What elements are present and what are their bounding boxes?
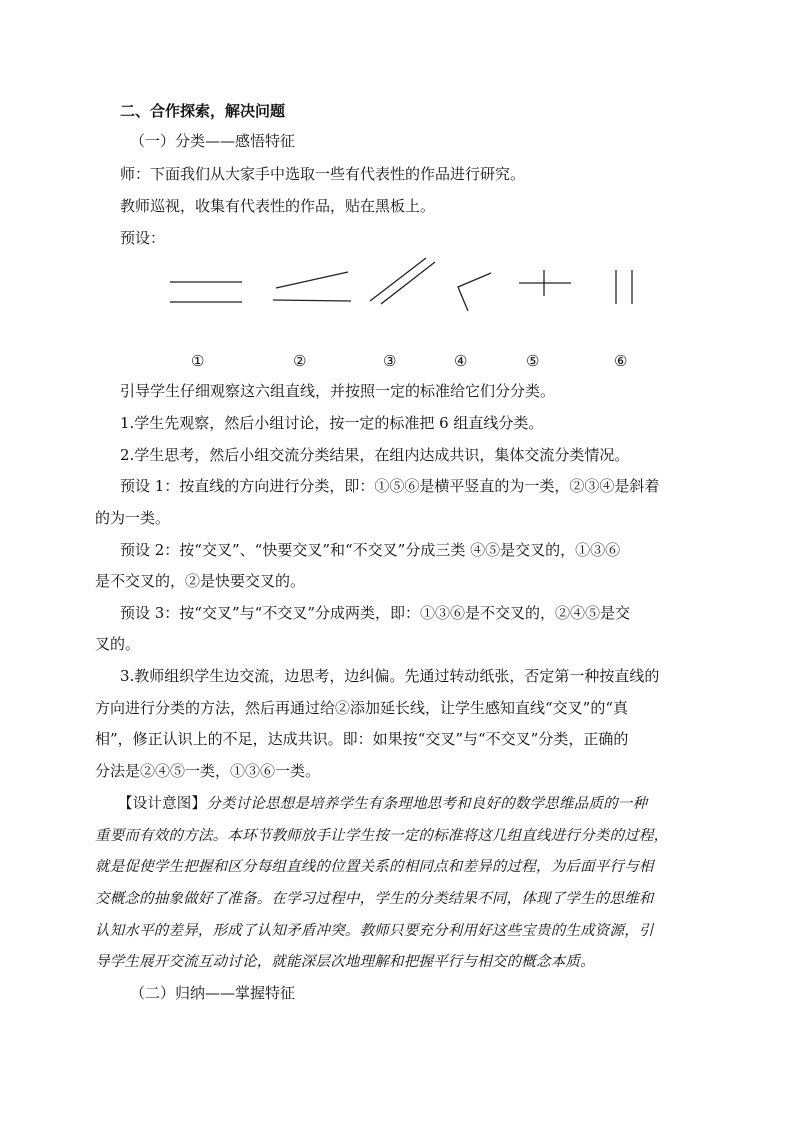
figure-label-1: ① (191, 352, 205, 370)
paragraph-10-line-1: 3.教师组织学生边交流，边思考，边纠偏。先通过转动纸张，否定第一种按直线的 (120, 667, 660, 685)
figure-label-4: ④ (454, 352, 468, 370)
preset-1-line-1: 预设 1：按直线的方向进行分类，即：①⑤⑥是横平竖直的为一类，②③④是斜着 (120, 477, 660, 495)
paragraph-10-line-4: 分法是②④⑤一类，①③⑥一类。 (95, 762, 321, 780)
figure-label-5: ⑤ (526, 352, 540, 370)
design-intent-line-4: 交概念的抽象做好了准备。在学习过程中，学生的分类结果不同，体现了学生的思维和 (95, 891, 654, 907)
paragraph-6: 2.学生思考，然后小组交流分类结果，在组内达成共识，集体交流分类情况。 (120, 446, 630, 464)
paragraph-1: 师：下面我们从大家手中选取一些有代表性的作品进行研究。 (120, 165, 526, 183)
line-groups-figure (160, 255, 650, 315)
design-intent-line-3: 就是促使学生把握和区分每组直线的位置关系的相同点和差异的过程，为后面平行与相 (95, 859, 654, 875)
section-heading: 二、合作探索，解决问题 (120, 102, 286, 120)
design-intent-line-2: 重要而有效的方法。本环节教师放手让学生按一定的标准将这几组直线进行分类的过程， (95, 828, 669, 844)
preset-2-line-2: 是不交叉的，②是快要交叉的。 (95, 572, 306, 590)
figure-label-2: ② (293, 352, 307, 370)
figure-5-crossing (519, 270, 571, 296)
figure-4-intersecting-angle (458, 273, 491, 311)
paragraph-3: 预设： (120, 229, 166, 247)
preset-1-line-2: 的为一类。 (95, 509, 171, 527)
design-intent-text-1: 分类讨论思想是培养学生有条理地思考和良好的数学思维品质的一种 (206, 796, 648, 812)
paragraph-5: 1.学生先观察，然后小组讨论，按一定的标准把 6 组直线分类。 (120, 414, 544, 432)
design-intent-line-6: 导学生展开交流互动讨论，就能深层次地理解和把握平行与相交的概念本质。 (95, 954, 595, 970)
figure-1-parallel-horizontal (170, 282, 242, 302)
figure-2-nearly-intersecting (273, 272, 351, 301)
subsection-title-2: （二）归纳——掌握特征 (130, 984, 296, 1002)
figure-label-3: ③ (383, 352, 397, 370)
figure-6-parallel-vertical (616, 270, 632, 304)
paragraph-4: 引导学生仔细观察这六组直线，并按照一定的标准给它们分分类。 (120, 382, 556, 400)
subsection-title-1: （一）分类——感悟特征 (130, 132, 296, 150)
paragraph-10-line-2: 方向进行分类的方法，然后再通过给②添加延长线，让学生感知直线“交叉”的“真 (95, 699, 629, 717)
design-intent-line-1 (118, 794, 647, 814)
design-intent-label: 【设计意图】 (118, 796, 207, 812)
figure-label-6: ⑥ (614, 352, 628, 370)
paragraph-2: 教师巡视，收集有代表性的作品，贴在黑板上。 (120, 197, 436, 215)
preset-3-line-1: 预设 3：按“交叉”与“不交叉”分成两类，即：①③⑥是不交叉的，②④⑤是交 (120, 604, 630, 622)
figure-3-parallel-diagonal (370, 258, 435, 304)
preset-3-line-2: 叉的。 (95, 635, 141, 653)
paragraph-10-line-3: 相”，修正认识上的不足，达成共识。即：如果按“交叉”与“不交叉”分类，正确的 (95, 730, 629, 748)
design-intent-line-5: 认知水平的差异，形成了认知矛盾冲突。教师只要充分利用好这些宝贵的生成资源，引 (95, 923, 654, 939)
preset-2-line-1: 预设 2：按“交叉”、“快要交叉”和“不交叉”分成三类 ④⑤是交叉的，①③⑥ (120, 541, 621, 559)
